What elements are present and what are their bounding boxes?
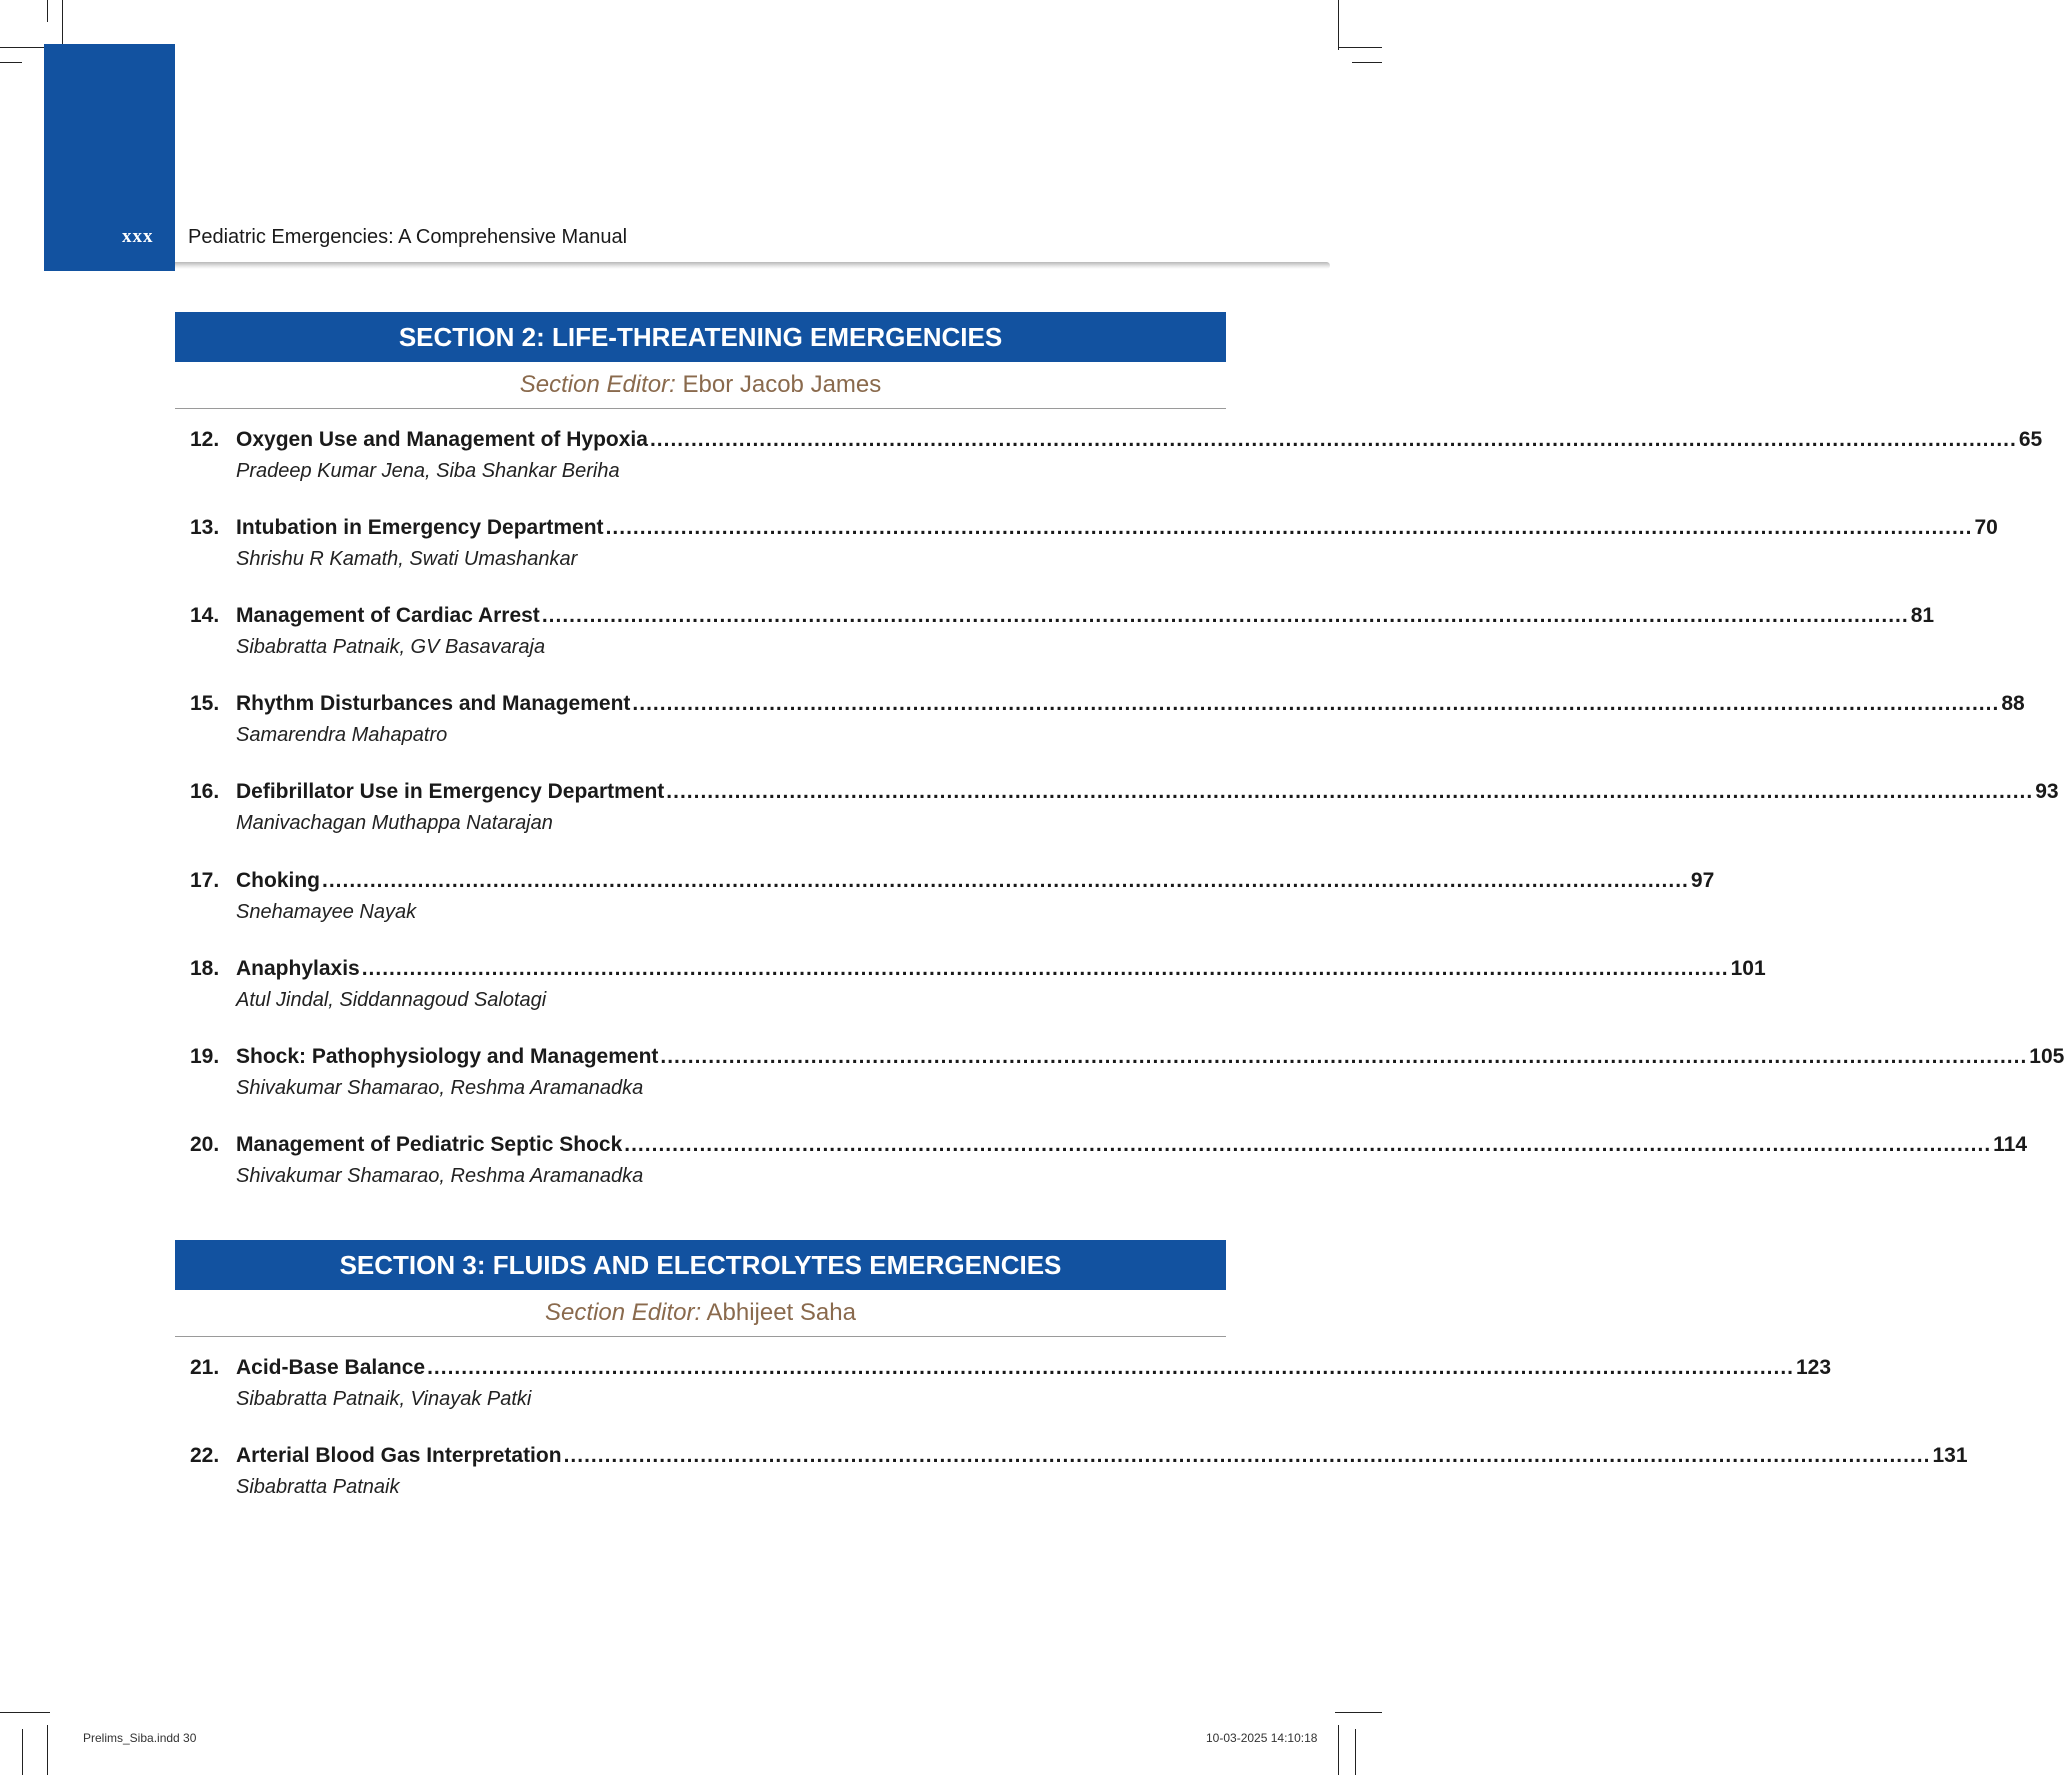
chapter-authors: Sibabratta Patnaik, GV Basavaraja xyxy=(236,636,546,658)
crop-mark xyxy=(1338,0,1339,50)
crop-mark xyxy=(1338,47,1382,48)
dot-leader: ........................................................................................................................................................................................................ xyxy=(666,780,2034,803)
crop-mark xyxy=(47,1725,48,1775)
slug-datetime: 10-03-2025 14:10:18 xyxy=(1206,1731,1318,1745)
toc-entry[interactable] xyxy=(190,780,2059,835)
toc-entry[interactable] xyxy=(190,692,2025,747)
crop-mark xyxy=(1338,1725,1339,1775)
chapter-title: Shock: Pathophysiology and Management xyxy=(236,1045,659,1068)
toc-entry[interactable] xyxy=(190,516,1998,571)
dot-leader: ........................................................................................................................................................................................................ xyxy=(541,604,1909,627)
chapter-number: 22. xyxy=(190,1444,220,1467)
chapter-number: 19. xyxy=(190,1045,220,1068)
dot-leader: ........................................................................................................................................................................................................ xyxy=(632,692,2000,715)
dot-leader: ........................................................................................................................................................................................................ xyxy=(427,1356,1794,1379)
page-number: 65 xyxy=(2018,428,2043,451)
dot-leader: ........................................................................................................................................................................................................ xyxy=(322,869,1689,892)
dot-leader: ........................................................................................................................................................................................................ xyxy=(361,957,1729,980)
section-editor-label: Section Editor: xyxy=(545,1299,702,1326)
dot-leader: ........................................................................................................................................................................................................ xyxy=(624,1133,1992,1156)
dot-leader: ........................................................................................................................................................................................................ xyxy=(563,1444,1931,1467)
chapter-title: Intubation in Emergency Department xyxy=(236,516,604,539)
toc-entry[interactable] xyxy=(190,1356,1832,1411)
chapter-authors: Snehamayee Nayak xyxy=(236,901,417,923)
divider xyxy=(175,1336,1226,1337)
chapter-number: 13. xyxy=(190,516,220,539)
crop-mark xyxy=(1352,62,1382,63)
page-number: 97 xyxy=(1690,869,1715,892)
running-title: Pediatric Emergencies: A Comprehensive Manual xyxy=(188,226,628,248)
toc-entry[interactable] xyxy=(190,428,2043,483)
section-editor xyxy=(175,371,1226,399)
toc-entry[interactable] xyxy=(190,869,1715,924)
chapter-authors: Shrishu R Kamath, Swati Umashankar xyxy=(236,548,578,570)
section-editor-label: Section Editor: xyxy=(519,371,676,398)
header-color-tab xyxy=(44,44,175,271)
crop-mark xyxy=(0,62,22,63)
chapter-authors: Shivakumar Shamarao, Reshma Aramanadka xyxy=(236,1077,644,1099)
toc-entry[interactable] xyxy=(190,1045,2064,1100)
crop-mark xyxy=(22,1729,23,1775)
chapter-title: Management of Pediatric Septic Shock xyxy=(236,1133,623,1156)
crop-mark xyxy=(47,0,48,22)
chapter-authors: Sibabratta Patnaik, Vinayak Patki xyxy=(236,1388,532,1410)
section-heading xyxy=(175,1240,1226,1290)
page-number: 131 xyxy=(1932,1444,1968,1467)
page-number: 114 xyxy=(1993,1133,2028,1156)
chapter-authors: Manivachagan Muthappa Natarajan xyxy=(236,812,553,834)
crop-mark xyxy=(1355,1729,1356,1775)
page-number: xxx xyxy=(122,226,154,247)
chapter-title: Oxygen Use and Management of Hypoxia xyxy=(236,428,648,451)
dot-leader: ........................................................................................................................................................................................................ xyxy=(649,428,2017,451)
toc-entry[interactable] xyxy=(190,604,1935,659)
header-rule xyxy=(175,262,1330,269)
page-number: 93 xyxy=(2035,780,2059,803)
dot-leader: ........................................................................................................................................................................................................ xyxy=(605,516,1973,539)
page-number: 101 xyxy=(1730,957,1766,980)
slug-file-info: Prelims_Siba.indd 30 xyxy=(83,1731,197,1745)
chapter-authors: Shivakumar Shamarao, Reshma Aramanadka xyxy=(236,1165,644,1187)
chapter-number: 17. xyxy=(190,869,220,892)
chapter-authors: Samarendra Mahapatro xyxy=(236,724,448,746)
chapter-number: 15. xyxy=(190,692,220,715)
chapter-title: Management of Cardiac Arrest xyxy=(236,604,540,627)
crop-mark xyxy=(1335,1712,1382,1713)
chapter-number: 20. xyxy=(190,1133,220,1156)
chapter-title: Choking xyxy=(236,869,320,892)
toc-entry[interactable] xyxy=(190,1133,2028,1188)
section-heading xyxy=(175,312,1226,362)
chapter-title: Anaphylaxis xyxy=(236,957,360,980)
chapter-title: Rhythm Disturbances and Management xyxy=(236,692,631,715)
page-number: 88 xyxy=(2001,692,2025,715)
section-editor-name: Ebor Jacob James xyxy=(682,371,882,398)
chapter-authors: Atul Jindal, Siddannagoud Salotagi xyxy=(236,989,547,1011)
chapter-number: 18. xyxy=(190,957,220,980)
chapter-authors: Sibabratta Patnaik xyxy=(236,1476,400,1498)
toc-entry[interactable] xyxy=(190,957,1766,1012)
crop-mark xyxy=(0,1712,50,1713)
page-number: 70 xyxy=(1974,516,1998,539)
chapter-number: 14. xyxy=(190,604,220,627)
section-title: SECTION 3: FLUIDS AND ELECTROLYTES EMERGENCIES xyxy=(339,1250,1062,1280)
crop-mark xyxy=(0,47,50,48)
section-title: SECTION 2: LIFE-THREATENING EMERGENCIES xyxy=(398,322,1003,352)
chapter-authors: Pradeep Kumar Jena, Siba Shankar Beriha xyxy=(236,460,620,482)
page-number: 105 xyxy=(2029,1045,2064,1068)
chapter-number: 16. xyxy=(190,780,220,803)
crop-mark xyxy=(62,0,63,50)
section-editor-name: Abhijeet Saha xyxy=(706,1299,856,1326)
chapter-number: 21. xyxy=(190,1356,220,1379)
page-number: 81 xyxy=(1910,604,1935,627)
chapter-number: 12. xyxy=(190,428,220,451)
dot-leader: ........................................................................................................................................................................................................ xyxy=(660,1045,2028,1068)
chapter-title: Arterial Blood Gas Interpretation xyxy=(236,1444,562,1467)
chapter-title: Acid-Base Balance xyxy=(236,1356,426,1379)
page-number: 123 xyxy=(1796,1356,1832,1379)
divider xyxy=(175,408,1226,409)
toc-entry[interactable] xyxy=(190,1444,1968,1499)
section-editor xyxy=(175,1299,1226,1327)
chapter-title: Defibrillator Use in Emergency Department xyxy=(236,780,665,803)
